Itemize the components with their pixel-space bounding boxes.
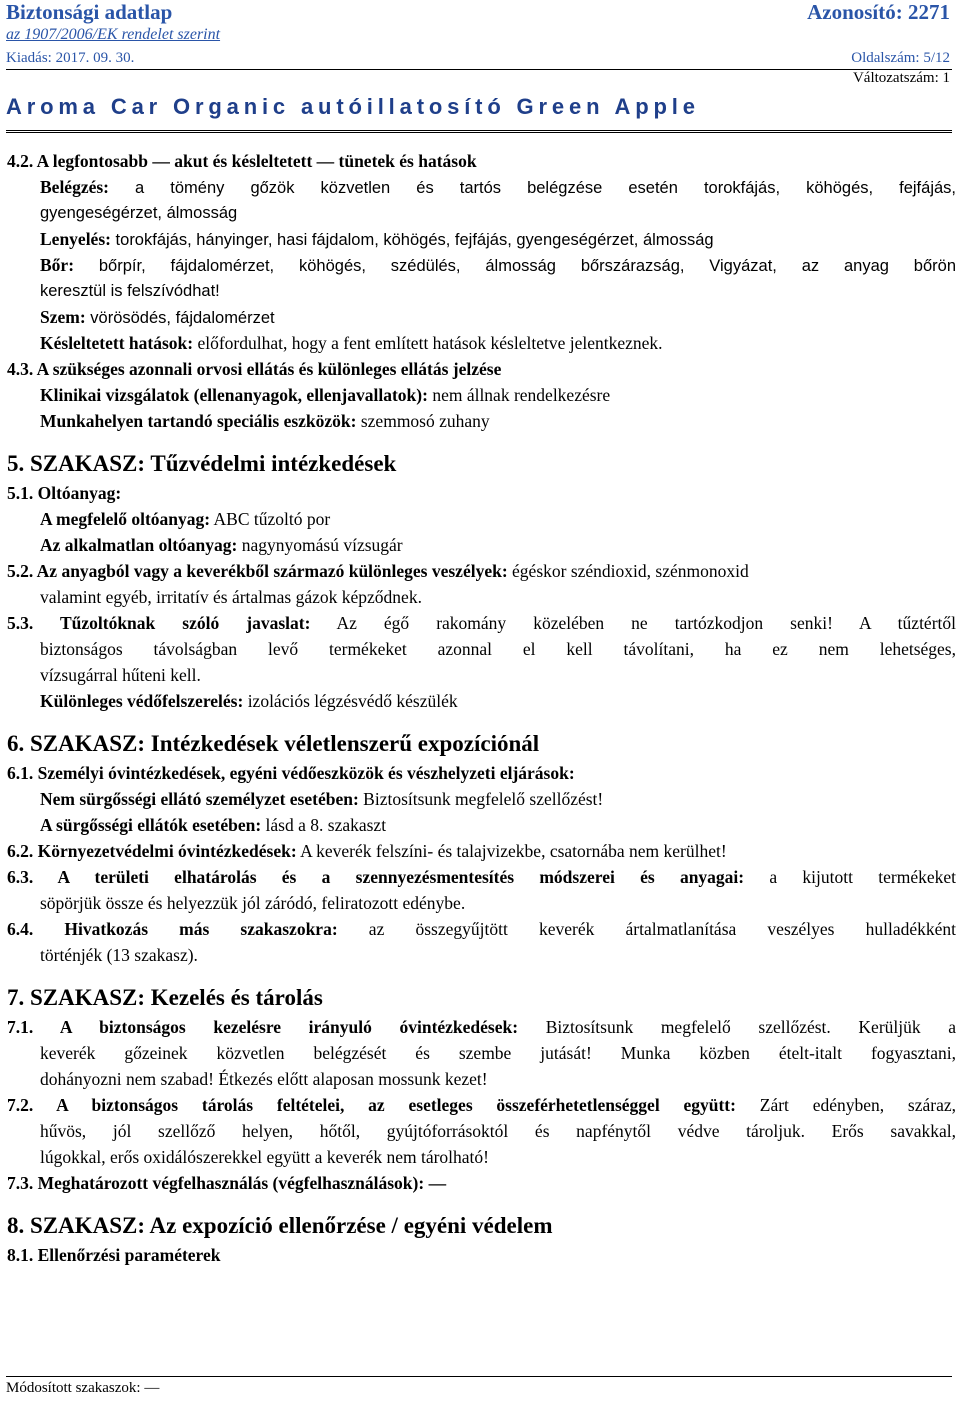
product-divider [6,130,952,133]
section-5-3-text-cont: biztonságos távolságban levő termékeket azonnal el kell távolítani, ha ez nem lehetséges, [40,639,956,659]
section-6-heading: 6. SZAKASZ: Intézkedések véletlenszerű expozíciónál [7,731,540,756]
section-5-3-title: 5.3. Tűzoltóknak szóló javaslat: [7,613,311,633]
unsuitable-media-label: Az alkalmatlan oltóanyag: [40,535,238,555]
section-6-4-text: az összegyűjtött keverék ártalmatlanítása veszélyes hulladékként [337,919,956,939]
header-divider [6,69,952,70]
ingestion-text: torokfájás, hányinger, hasi fájdalom, köhögés, fejfájás, gyengeségérzet, álmosság [110,231,714,249]
section-6-4-title: 6.4. Hivatkozás más szakaszokra: [7,919,338,939]
page-number: Oldalszám: 5/12 [851,50,950,66]
section-7-2-title: 7.2. A biztonságos tárolás feltételei, az esetleges összeférhetetlenséggel együtt: [7,1095,736,1115]
ingestion-label: Lenyelés: [40,229,111,249]
inhalation-label: Belégzés: [40,177,109,197]
ppe-text: izolációs légzésvédő készülék [243,691,458,711]
document-body [7,148,956,1268]
section-5-3-text: Az égő rakomány közelében ne tartózkodjon senki! A tűztértől [310,613,956,633]
suitable-media-text: ABC tűzoltó por [210,509,331,529]
section-7-2-text-cont: hűvös, jól szellőző helyen, hőtől, gyújtóforrásoktól és napfénytől védve tároljuk. Erős savakkal, [40,1121,956,1141]
section-8-heading: 8. SZAKASZ: Az expozíció ellenőrzése / egyéni védelem [7,1213,553,1238]
section-6-3-text: a kijutott termékeket [744,867,956,887]
section-5-2-text-cont: valamint egyéb, irritatív és ártalmas gázok képződnek. [40,587,422,607]
footer-divider [6,1376,952,1377]
section-6-3-title: 6.3. A területi elhatárolás és a szennyezésmentesítés módszerei és anyagai: [7,867,745,887]
emergency-label: A sürgősségi ellátók esetében: [40,815,262,835]
modified-sections: Módosított szakaszok: — [6,1380,160,1396]
skin-label: Bőr: [40,255,75,275]
unsuitable-media-text: nagynyomású vízsugár [237,535,403,555]
section-8-1-title: 8.1. Ellenőrzési paraméterek [7,1245,221,1265]
section-7-1-text-end: dohányozni nem szabad! Étkezés előtt alaposan mossunk kezet! [40,1069,488,1089]
section-7-1-text: Biztosítsunk megfelelő szellőzést. Kerüljük a [518,1017,956,1037]
section-4-2-title: 4.2. A legfontosabb — akut és késleltetett — tünetek és hatások [7,151,477,171]
section-4-3-title: 4.3. A szükséges azonnali orvosi ellátás és különleges ellátás jelzése [7,359,502,379]
section-6-2-title: 6.2. Környezetvédelmi óvintézkedések: [7,841,297,861]
delayed-effects-text: előfordulhat, hogy a fent említett hatások késleltetve jelentkeznek. [193,333,663,353]
eye-label: Szem: [40,307,86,327]
section-6-4-text-cont: történjék (13 szakasz). [40,945,198,965]
section-7-1-title: 7.1. A biztonságos kezelésre irányuló óvintézkedések: [7,1017,519,1037]
non-emergency-label: Nem sürgősségi ellátó személyzet esetében: [40,789,359,809]
issue-date: Kiadás: 2017. 09. 30. [6,50,135,66]
section-6-2-text: A keverék felszíni- és talajvizekbe, csatornába nem kerülhet! [296,841,727,861]
section-7-1-text-cont: keverék gőzeinek közvetlen belégzését és szembe jutását! Munka közben ételt-italt fogyasztani, [40,1043,956,1063]
version-number: Változatszám: 1 [852,70,950,86]
section-6-1-title: 6.1. Személyi óvintézkedések, egyéni védőeszközök és vészhelyzeti eljárások: [7,763,575,783]
delayed-effects-label: Késleltetett hatások: [40,333,194,353]
section-5-2-text: égéskor széndioxid, szénmonoxid [507,561,749,581]
suitable-media-label: A megfelelő oltóanyag: [40,509,211,529]
eye-text: vörösödés, fájdalomérzet [85,309,275,327]
inhalation-text: a tömény gőzök közvetlen és tartós belégzése esetén torokfájás, köhögés, fejfájás, [109,179,956,197]
document-id: Azonosító: 2271 [807,0,950,24]
section-5-1-title: 5.1. Oltóanyag: [7,483,122,503]
clinical-label: Klinikai vizsgálatok (ellenanyagok, ellenjavallatok): [40,385,428,405]
section-7-heading: 7. SZAKASZ: Kezelés és tárolás [7,985,323,1010]
emergency-text: lásd a 8. szakaszt [261,815,387,835]
section-7-2-text-end: lúgokkal, erős oxidálószerekkel együtt a keverék nem tárolható! [40,1147,490,1167]
section-7-2-text: Zárt edényben, száraz, [735,1095,956,1115]
section-7-3-title: 7.3. Meghatározott végfelhasználás (végfelhasználások): — [7,1173,447,1193]
section-5-heading: 5. SZAKASZ: Tűzvédelmi intézkedések [7,451,397,476]
skin-text-cont: keresztül is felszívódhat! [40,282,220,300]
regulation-reference: az 1907/2006/EK rendelet szerint [6,26,221,43]
clinical-text: nem állnak rendelkezésre [427,385,611,405]
workplace-text: szemmosó zuhany [356,411,490,431]
workplace-label: Munkahelyen tartandó speciális eszközök: [40,411,357,431]
section-6-3-text-cont: söpörjük össze és helyezzük jól záródó, feliratozott edénybe. [40,893,466,913]
product-name: Aroma Car Organic autóillatosító Green Apple [6,94,700,119]
document-title: Biztonsági adatlap [6,0,173,24]
section-5-2-title: 5.2. Az anyagból vagy a keverékből származó különleges veszélyek: [7,561,508,581]
inhalation-text-cont: gyengeségérzet, álmosság [40,204,238,222]
ppe-label: Különleges védőfelszerelés: [40,691,244,711]
skin-text: bőrpír, fájdalomérzet, köhögés, szédülés, álmosság bőrszárazság, Vigyázat, az anyag bőrön [74,257,956,275]
non-emergency-text: Biztosítsunk megfelelő szellőzést! [358,789,604,809]
section-5-3-text-end: vízsugárral hűteni kell. [40,665,201,685]
